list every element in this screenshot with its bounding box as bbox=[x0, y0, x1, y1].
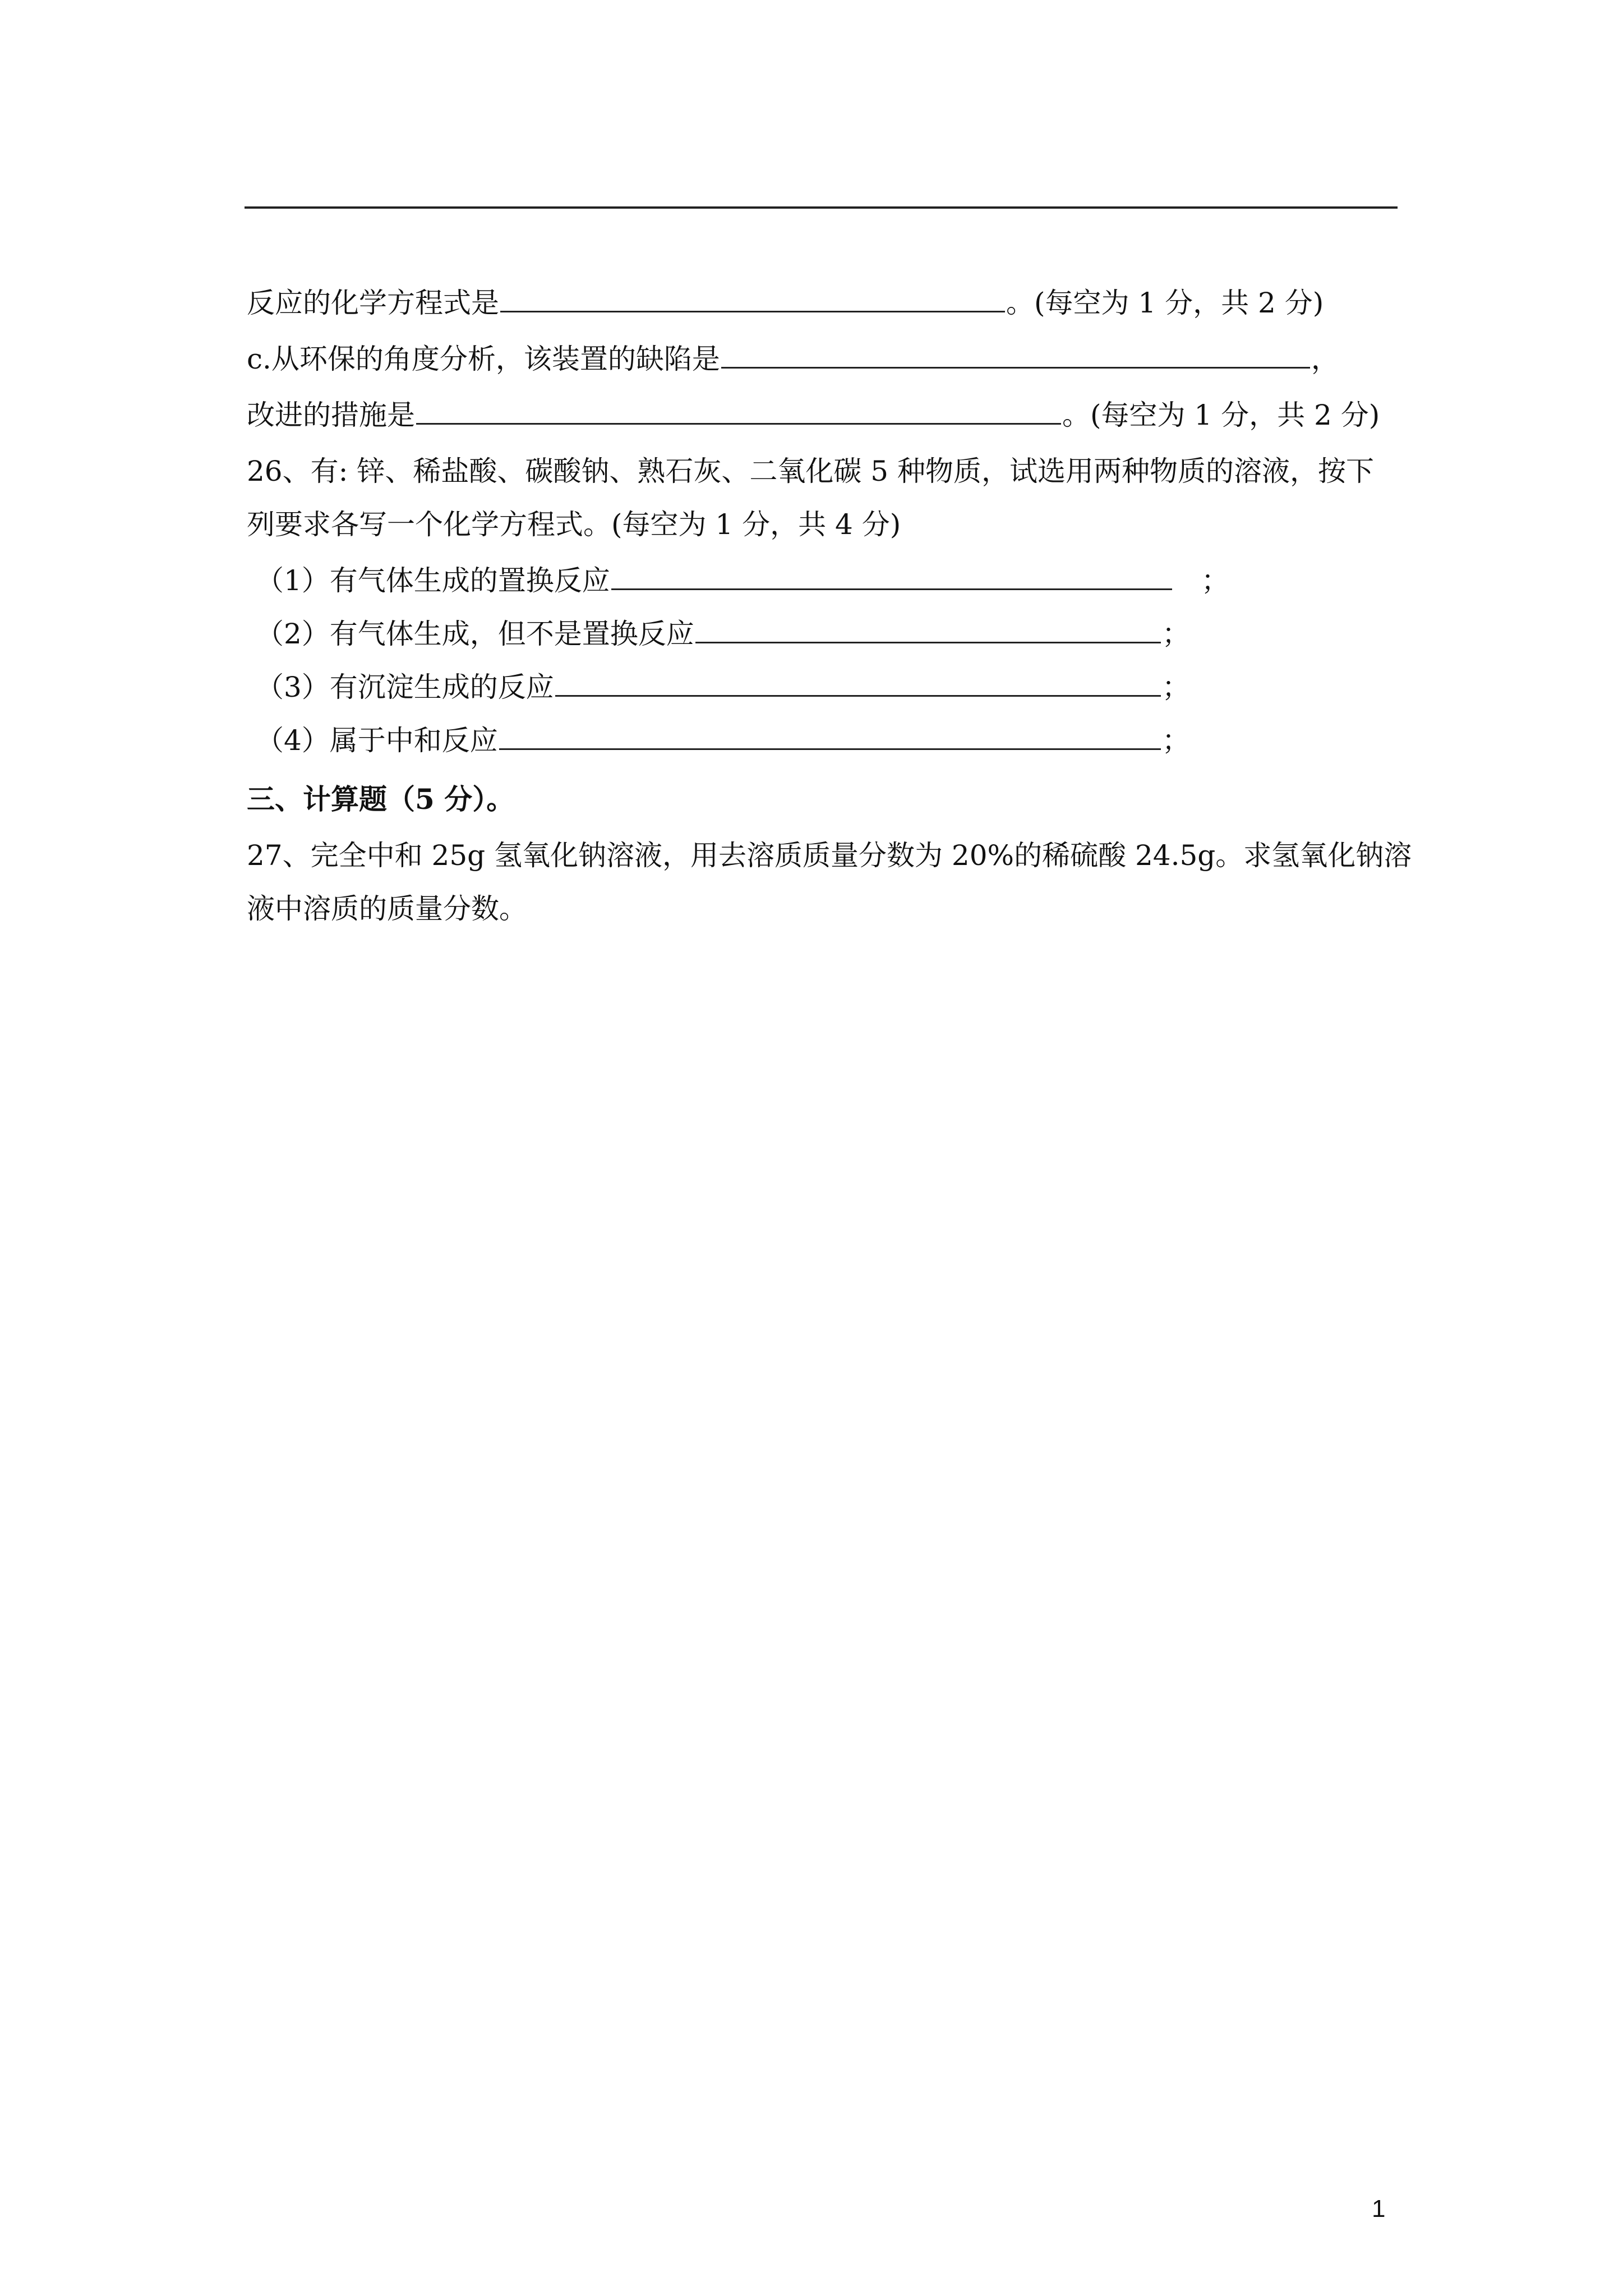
q26-stem-line-2: 列要求各写一个化学方程式。(每空为 1 分，共 4 分) bbox=[247, 508, 901, 541]
answer-blank[interactable] bbox=[499, 725, 1161, 750]
q26-item-label: （3）有沉淀生成的反应 bbox=[256, 671, 554, 703]
q25-line-1-suffix: 。(每空为 1 分，共 2 分) bbox=[1006, 287, 1324, 319]
q25-line-2-text: c.从环保的角度分析，该装置的缺陷是 bbox=[247, 343, 720, 375]
answer-blank[interactable] bbox=[721, 343, 1310, 369]
q25-line-1-text: 反应的化学方程式是 bbox=[247, 287, 499, 319]
q26-item-end: ； bbox=[1161, 671, 1190, 703]
answer-blank[interactable] bbox=[695, 618, 1161, 643]
answer-blank[interactable] bbox=[555, 671, 1161, 697]
q25-line-3 bbox=[247, 395, 1380, 435]
q25-line-3-text: 改进的措施是 bbox=[247, 399, 415, 431]
q25-line-2 bbox=[247, 339, 1339, 379]
q26-item-label: （1）有气体生成的置换反应 bbox=[256, 564, 610, 597]
answer-blank[interactable] bbox=[611, 565, 1172, 590]
answer-blank[interactable] bbox=[416, 399, 1061, 425]
q26-item-3 bbox=[256, 668, 1190, 707]
q26-item-end: ； bbox=[1201, 564, 1229, 597]
header-rule bbox=[245, 206, 1398, 209]
q27-line-2: 液中溶质的质量分数。 bbox=[247, 892, 527, 925]
q26-item-1 bbox=[256, 561, 1229, 600]
answer-blank[interactable] bbox=[500, 287, 1005, 312]
q26-item-end: ； bbox=[1161, 618, 1190, 650]
q25-line-1 bbox=[247, 283, 1324, 323]
page-number: 1 bbox=[1372, 2195, 1386, 2223]
section-3-title: 三、计算题（5 分）。 bbox=[247, 783, 515, 816]
q26-stem-line-1: 26、有: 锌、稀盐酸、碳酸钠、熟石灰、二氧化碳 5 种物质，试选用两种物质的溶液，按下 bbox=[247, 455, 1374, 487]
q26-item-4 bbox=[256, 721, 1190, 760]
q26-item-2 bbox=[256, 614, 1190, 654]
q25-line-2-suffix: ， bbox=[1311, 343, 1339, 375]
q25-line-3-suffix: 。(每空为 1 分，共 2 分) bbox=[1062, 399, 1380, 431]
q26-item-label: （2）有气体生成，但不是置换反应 bbox=[256, 618, 694, 650]
q26-item-end: ； bbox=[1161, 724, 1190, 757]
q27-line-1: 27、完全中和 25g 氢氧化钠溶液，用去溶质质量分数为 20%的稀硫酸 24.5g。求氢氧化钠溶 bbox=[247, 839, 1412, 872]
q26-item-label: （4）属于中和反应 bbox=[256, 724, 498, 757]
